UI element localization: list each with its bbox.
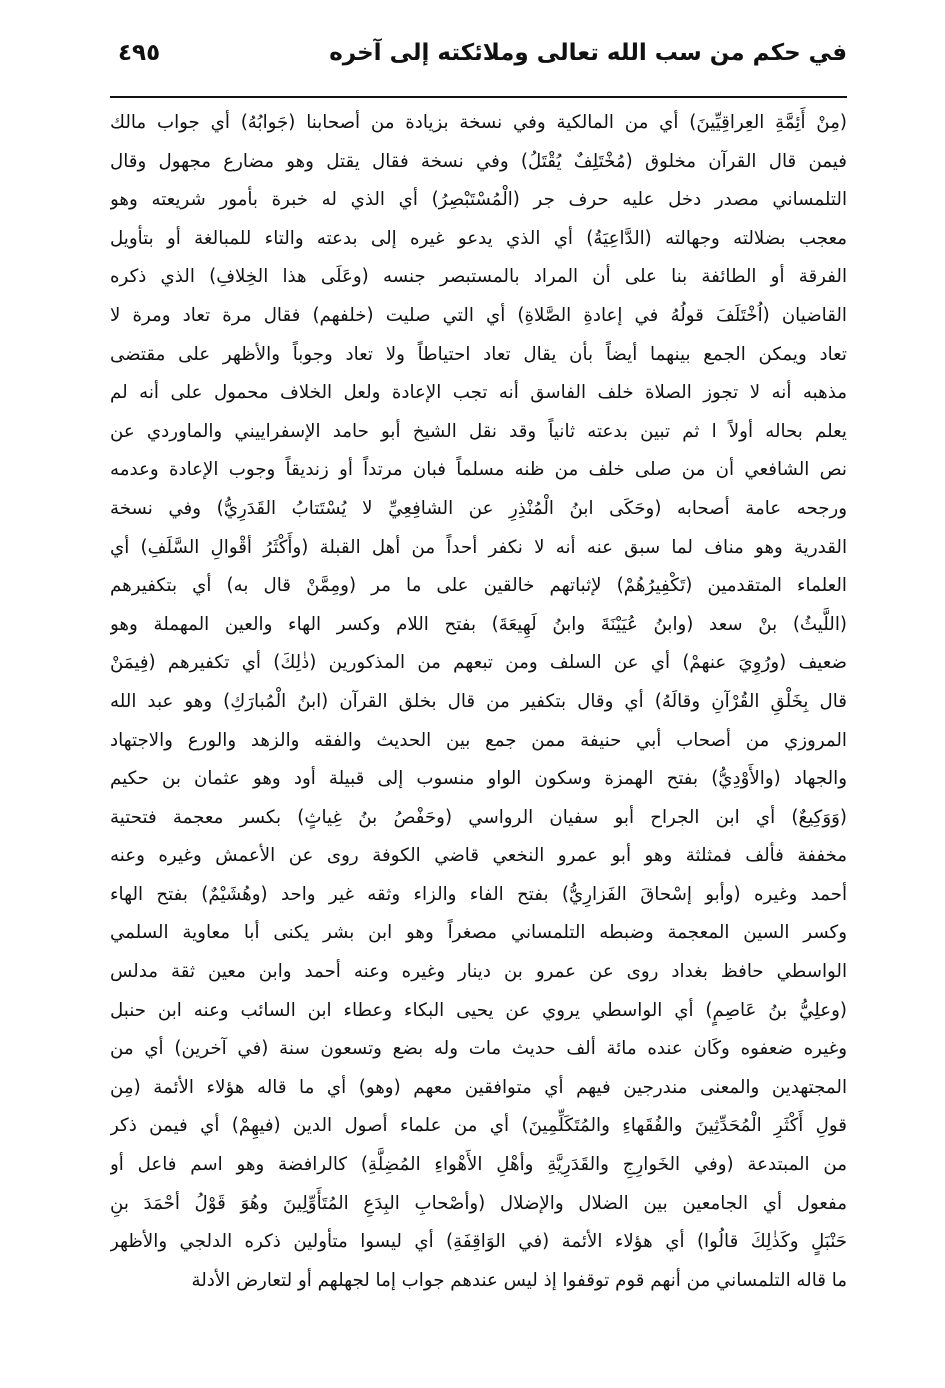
text-line: ضعيف (ورُوِيَ عنهمْ) أي عن السلف ومن تبعهم من المذكورين (ذٰلِكَ) أي تكفيرهم (فِيمَنْ	[110, 652, 847, 674]
text-line: الواسطي حافظ بغداد روى عن عمرو بن دينار وغيره وعنه أحمد وابن معين ثقة مدلس	[110, 961, 847, 983]
text-line: يعلم بحاله أولاً ا ثم تبين بدعته ثانياً وقد نقل الشيخ أبو حامد الإسفراييني والماوردي عن	[110, 420, 847, 442]
running-title: في حكم من سب الله تعالى وملائكته إلى آخره	[329, 40, 847, 66]
text-line: مفعول أي الجامعين بين الضلال والإضلال (وأصْحابِ البِدَعِ المُتَأَوِّلِينَ وهُوَ قَوْلُ أحْمَدَ بنِ	[110, 1192, 847, 1214]
text-line: التلمساني مصدر دخل عليه حرف جر (الْمُسْتَبْصِرُ) أي الذي له خبرة بأمور شريعته وهو	[110, 189, 847, 211]
text-line: قولِ أَكْثَرِ الْمُحَدِّثِينَ والفُقَهاءِ والمُتَكَلِّمِينَ) أي من علماء أصول الدين (فيهِمْ) أي فيمن ذكر	[110, 1115, 847, 1137]
text-line: القاضيان (اُخْتَلَفَ قولُهُ في إعادةِ الصَّلاةِ) أي التي صليت (خلفهم) فقال مرة تعاد ومرة لا	[110, 304, 847, 326]
text-line: تعاد ويمكن الجمع بينهما أيضاً بأن يقال تعاد احتياطاً ولا تعاد وجوباً والأظهر على مقتضى	[110, 343, 847, 365]
text-line: العلماء المتقدمين (تَكْفِيرُهُمْ) لإثباتهم خالقين على ما مر (ومِمَّنْ قال به) أي بتكفيرهم	[110, 575, 847, 597]
text-line: (وعلِيُّ بنُ عَاصِمٍ) أي الواسطي يروي عن يحيى البكاء وعطاء ابن السائب وعنه ابن حنبل	[110, 999, 847, 1021]
text-line: من المبتدعة (وفي الخَوارِجِ والقَدَرِيَّةِ وأهْلِ الأَهْواءِ المُضِلَّةِ) كالرافضة وهو اسم فاعل أو	[110, 1154, 847, 1176]
text-line: المروزي من أصحاب أبي حنيفة ممن جمع بين الحديث والفقه والزهد والورع والاجتهاد	[110, 729, 847, 751]
text-line: حَنْبَلٍ وكَذٰلِكَ قالُوا) أي هؤلاء الأئمة (في الوَاقِفَةِ) أي ليسوا متأولين ذكره الدلجي والأظهر	[110, 1231, 847, 1253]
text-line: ورجحه عامة أصحابه (وحَكَى ابنُ الْمُنْذِرِ عن الشافِعِيِّ لا يُسْتَتابُ القَدَرِيُّ) وفي نسخة	[110, 497, 847, 519]
text-line: أحمد وغيره (وأبو إسْحاقَ الفَزارِيُّ) بفتح الفاء والزاء وثقه غير واحد (وهُشَيْمٌ) بفتح الهاء	[110, 883, 847, 905]
text-line: ما قاله التلمساني من أنهم قوم توقفوا إذ ليس عندهم جواب إما لجهلهم أو لتعارض الأدلة	[191, 1269, 847, 1291]
text-line: قال بِخَلْقِ القُرْآنِ وقالَهُ) أي وقال بتكفير من قال بخلق القرآن (ابنُ الْمُبارَكِ) وهو عبد الله	[110, 690, 847, 712]
body-text	[110, 104, 847, 1300]
text-line: معجب بضلالته وجهالته (الدَّاعِيَةُ) أي الذي يدعو غيره إلى بدعته والتاء للمبالغة أو بتأويل	[110, 227, 847, 249]
text-line: وكسر السين المعجمة وضبطه التلمساني مصغراً وهو ابن بشر يكنى أبا معاوية السلمي	[110, 922, 847, 944]
text-line: فيمن قال القرآن مخلوق (مُخْتَلِفٌ يُقْتَلُ) وفي نسخة فقال يقتل وهو مضارع مجهول وقال	[110, 150, 847, 172]
text-line: مذهبه أنه لا تجوز الصلاة خلف الفاسق أنه تجب الإعادة ولعل الخلاف محمول على أنه لم	[110, 382, 847, 404]
text-line: الفرقة أو الطائفة بنا على أن المراد بالمستبصر جنسه (وعَلَى هذا الخِلافِ) الذي ذكره	[110, 266, 847, 288]
text-line: نص الشافعي أن من صلى خلف من ظنه مسلماً فبان مرتداً أو زنديقاً وجوب الإعادة وعدمه	[110, 459, 847, 481]
text-line: وغيره ضعفوه وكَان عنده مائة ألف حديث مات وله بضع وتسعون سنة (في آخرين) أي من	[110, 1038, 847, 1060]
page-header	[110, 36, 847, 84]
text-line: (وَوَكِيعٌ) أي ابن الجراح أبو سفيان الرواسي (وحَفْصُ بنُ غِياثٍ) بكسر معجمة فتحتية	[110, 806, 847, 828]
text-line: مخففة فألف فمثلثة وهو أبو عمرو النخعي قاضي الكوفة روى عن الأعمش وغيره وعنه	[110, 845, 847, 867]
header-rule	[110, 96, 847, 98]
text-line: (اللَّيثُ) بنْ سعد (وابنُ عُيَيْنَةَ وابنُ لَهِيعَةَ) بفتح اللام وكسر الهاء والعين المهملة وهو	[110, 613, 847, 635]
text-line: المجتهدين والمعنى مندرجين فيهم أي متوافقين معهم (وهو) أي ما قاله هؤلاء الأئمة (مِن	[110, 1076, 847, 1098]
text-line: والجهاد (والأَوْدِيُّ) بفتح الهمزة وسكون الواو منسوب إلى قبيلة أود وهو عثمان بن حكيم	[110, 768, 847, 790]
text-line: (مِنْ أَئِمَّةِ العِراقِيِّينَ) أي من المالكية وفي نسخة بزيادة من أصحابنا (جَوابُهُ) أي جواب مالك	[110, 112, 847, 133]
page-number: ٤٩٥	[118, 40, 161, 66]
text-line: القدرية وهو مناف لما سبق عنه أنه لا نكفر أحداً من أهل القبلة (وأَكْثَرُ أقْوالِ السَّلَفِ) أي	[110, 536, 847, 558]
